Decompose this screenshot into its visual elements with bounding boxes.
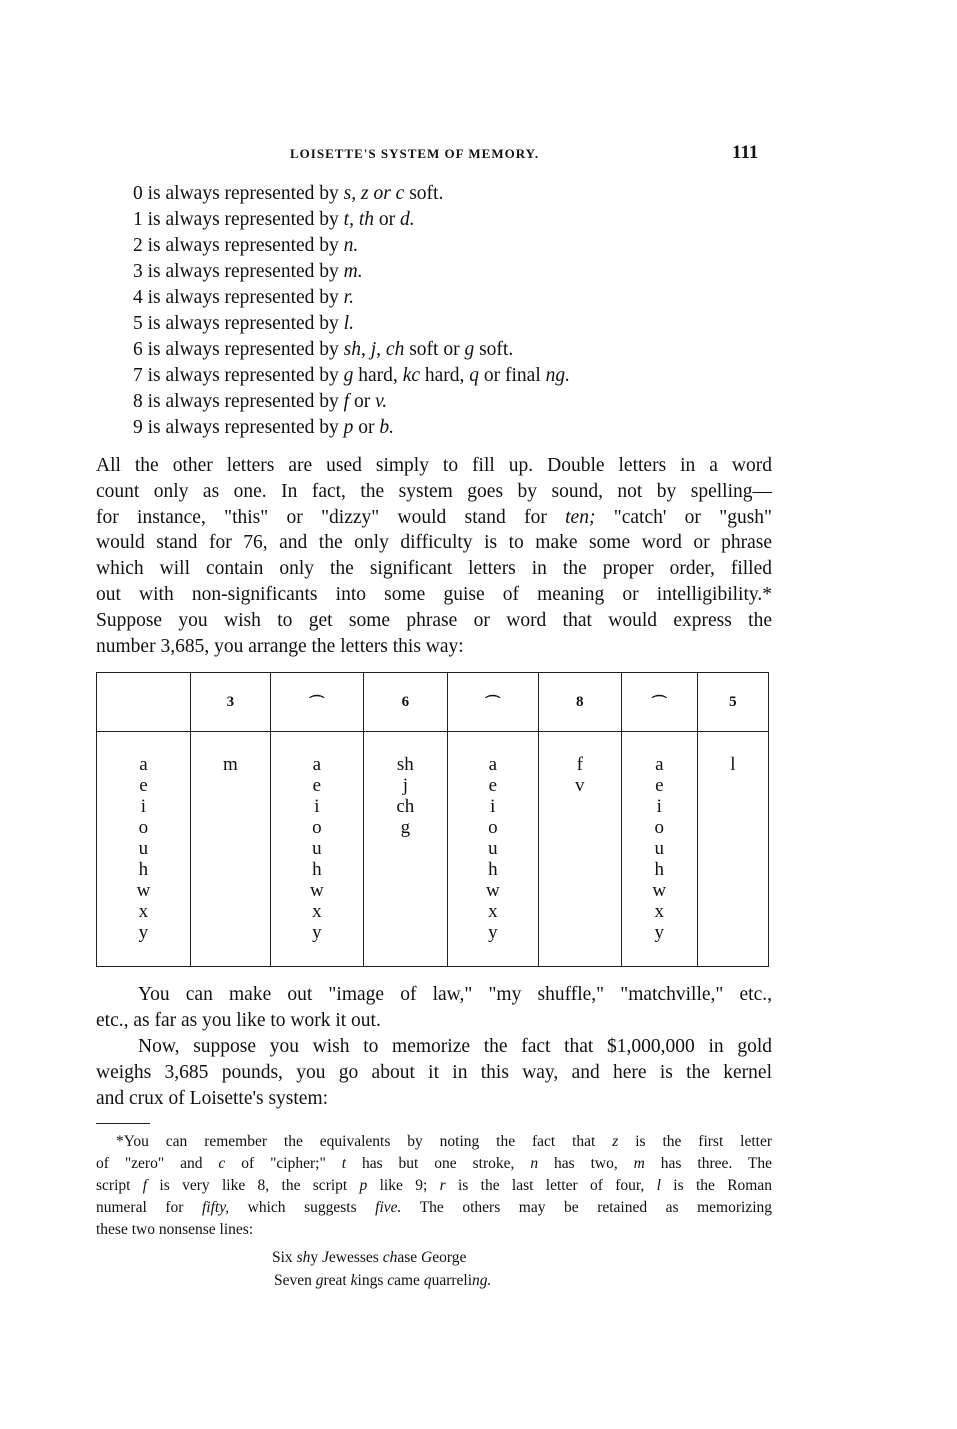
letter: g	[400, 817, 411, 838]
letter: h	[654, 859, 665, 880]
text-run: weighs 3,685 pounds, you go about it in this way, and here is the kernel	[96, 1061, 772, 1083]
text-run: "catch' or "gush"	[595, 506, 772, 528]
letter: o	[488, 817, 498, 838]
text-run: script	[96, 1177, 143, 1194]
text-line	[133, 339, 513, 365]
text-run: n.	[343, 235, 359, 256]
text-run: which suggests	[229, 1199, 376, 1216]
column-header: ⌒	[621, 673, 697, 732]
letter: x	[138, 901, 149, 922]
text-line	[96, 1036, 772, 1058]
letter-table	[96, 672, 769, 967]
text-run: fifty,	[201, 1199, 230, 1216]
table-cell	[190, 732, 270, 967]
text-run: ame	[394, 1272, 424, 1289]
letter: y	[138, 922, 149, 943]
text-run: 4 is always represented by	[133, 287, 344, 308]
text-line	[133, 209, 415, 235]
text-run: l.	[343, 313, 354, 334]
text-run: 8 is always represented by	[133, 391, 344, 412]
text-run: which will contain only the significant letters in the proper order, filled	[96, 558, 772, 580]
text-run: k	[350, 1272, 358, 1289]
letter: j	[402, 775, 408, 796]
letter: e	[139, 775, 148, 796]
text-run: is the first letter	[618, 1133, 772, 1150]
letter: w	[136, 880, 151, 901]
letter: o	[654, 817, 665, 838]
page-number: 111	[732, 142, 759, 163]
letter: w	[485, 880, 500, 901]
table-cell	[363, 732, 447, 967]
text-run: of "cipher;"	[225, 1155, 342, 1172]
text-line	[96, 507, 772, 529]
text-run: s, z or c	[343, 183, 405, 204]
text-run: has but one stroke,	[346, 1155, 531, 1172]
text-line	[96, 1133, 772, 1151]
letter: y	[488, 922, 498, 943]
text-run: *You can remember the equivalents by noting the fact that	[116, 1133, 613, 1150]
text-run: count only as one. In fact, the system goes by sound, not by spelling—	[96, 480, 772, 502]
table-row	[97, 732, 769, 967]
text-line	[133, 261, 363, 287]
text-run: Seven	[274, 1272, 316, 1289]
text-run: ase	[397, 1249, 421, 1266]
text-line	[96, 558, 772, 580]
text-run: b.	[379, 417, 395, 438]
footnote-divider	[96, 1123, 150, 1124]
text-run: number 3,685, you arrange the letters this way:	[96, 635, 464, 657]
letter: o	[312, 817, 322, 838]
text-run: soft.	[404, 183, 444, 204]
text-run: c	[387, 1272, 395, 1289]
text-run: ng.	[545, 365, 571, 386]
text-line	[133, 183, 443, 209]
text-run: r	[439, 1177, 446, 1194]
text-run: these two nonsense lines:	[96, 1221, 254, 1238]
text-line	[96, 1221, 772, 1239]
letter: e	[655, 775, 664, 796]
text-run: ings	[357, 1272, 388, 1289]
text-run: g	[464, 339, 475, 360]
text-run: 6 is always represented by	[133, 339, 344, 360]
text-run: hard,	[420, 365, 470, 386]
text-run: or	[353, 417, 380, 438]
text-run: and crux of Loisette's system:	[96, 1087, 329, 1109]
text-run: ch	[382, 1249, 398, 1266]
letter: i	[140, 796, 147, 817]
text-run: f	[142, 1177, 148, 1194]
running-title: LOISETTE'S SYSTEM OF MEMORY.	[290, 146, 540, 161]
text-line	[274, 1272, 491, 1290]
text-run: d.	[400, 209, 415, 230]
letter: l	[730, 754, 736, 775]
letter: m	[223, 754, 238, 775]
text-run: q	[423, 1272, 432, 1289]
text-line	[96, 532, 772, 554]
text-run: ewesses	[328, 1249, 383, 1266]
text-line	[96, 1010, 772, 1032]
letter: y	[312, 922, 322, 943]
column-header: ⌒	[270, 673, 363, 732]
text-run: Six	[272, 1249, 297, 1266]
text-run: out with non-significants into some guise of meaning or intelligibility.*	[96, 584, 772, 605]
text-run: c	[218, 1155, 226, 1172]
text-run: l	[656, 1177, 661, 1194]
text-run: 2 is always represented by	[133, 235, 344, 256]
text-run: 0 is always represented by	[133, 183, 344, 204]
table-cell	[97, 732, 191, 967]
text-run: five.	[375, 1199, 402, 1216]
table-cell	[621, 732, 697, 967]
text-run: soft.	[474, 339, 514, 360]
text-run: Now, suppose you wish to memorize the fact that $1,000,000 in gold	[138, 1036, 772, 1057]
column-header	[97, 673, 191, 732]
text-run: eorge	[432, 1249, 467, 1266]
column-header: 6	[363, 673, 447, 732]
text-run: 3 is always represented by	[133, 261, 344, 282]
text-run: J	[321, 1249, 329, 1266]
letter: u	[488, 838, 498, 859]
text-line	[133, 391, 387, 417]
table-cell	[270, 732, 363, 967]
text-run: for instance, "this" or "dizzy" would stand for	[96, 506, 566, 528]
letter: i	[656, 796, 662, 817]
text-run: t	[341, 1155, 347, 1172]
text-run: of "zero" and	[96, 1155, 219, 1172]
text-run: sh	[296, 1249, 311, 1266]
letter: w	[310, 880, 324, 901]
letter: f	[576, 754, 583, 775]
table-cell	[697, 732, 768, 967]
letter: u	[312, 838, 322, 859]
text-run: would stand for 76, and the only difficulty is to make some word or phrase	[96, 532, 772, 554]
text-run: numeral for	[96, 1199, 202, 1216]
text-run: Suppose you wish to get some phrase or word that would express the	[96, 609, 772, 631]
text-line	[96, 1088, 772, 1110]
text-line	[133, 417, 394, 443]
text-run: has three. The	[644, 1155, 772, 1172]
text-run: kc	[402, 365, 420, 386]
text-run: All the other letters are used simply to fill up. Double letters in a word	[96, 455, 772, 476]
letter: i	[490, 796, 496, 817]
text-line	[96, 636, 772, 658]
text-run: G	[421, 1249, 433, 1266]
letter: sh	[396, 754, 414, 775]
text-run: hard,	[353, 365, 403, 386]
letter: e	[488, 775, 498, 796]
letter: x	[654, 901, 665, 922]
letter: ch	[396, 796, 415, 817]
text-run: or	[349, 391, 376, 412]
letter: a	[488, 754, 498, 775]
letter: h	[312, 859, 322, 880]
text-run: g	[315, 1272, 324, 1289]
text-line	[133, 313, 354, 339]
letter: h	[488, 859, 498, 880]
text-run: p	[343, 417, 354, 438]
text-run: soft or	[404, 339, 465, 360]
letter: i	[314, 796, 320, 817]
letter: v	[574, 775, 585, 796]
text-run: or	[374, 209, 400, 230]
text-run: q	[469, 365, 480, 386]
text-line	[133, 235, 358, 261]
letter: a	[312, 754, 322, 775]
column-header: 5	[697, 673, 768, 732]
text-run: like 9;	[367, 1177, 440, 1194]
column-header: 8	[538, 673, 621, 732]
text-line	[96, 455, 772, 477]
letter: e	[312, 775, 322, 796]
letter: a	[655, 754, 664, 775]
letter: w	[652, 880, 667, 901]
text-run: uarreli	[431, 1272, 473, 1289]
text-run: g	[343, 365, 354, 386]
text-run: r.	[343, 287, 354, 308]
text-run: is the Roman	[660, 1177, 772, 1194]
letter: u	[654, 838, 665, 859]
letter: x	[488, 901, 498, 922]
text-line	[96, 610, 772, 632]
letter: u	[138, 838, 149, 859]
text-line	[133, 365, 570, 391]
text-line	[96, 481, 772, 503]
letter: x	[312, 901, 322, 922]
text-run: f	[343, 391, 350, 412]
table-header-row	[97, 673, 769, 732]
text-run: p	[359, 1177, 368, 1194]
text-run: 1 is always represented by	[133, 209, 344, 230]
text-run: is very like 8, the script	[147, 1177, 360, 1194]
text-run: has two,	[538, 1155, 634, 1172]
letter: y	[654, 922, 665, 943]
text-run: sh, j, ch	[343, 339, 405, 360]
text-run: m	[633, 1155, 645, 1172]
text-line	[96, 584, 772, 606]
letter: o	[138, 817, 149, 838]
text-run: reat	[323, 1272, 351, 1289]
text-run: y	[310, 1249, 322, 1266]
letter: h	[138, 859, 149, 880]
text-run: You can make out "image of law," "my shuffle," "matchville," etc.,	[138, 984, 772, 1005]
column-header: 3	[190, 673, 270, 732]
text-run: t, th	[343, 209, 374, 230]
text-run: z	[612, 1133, 619, 1150]
text-line	[96, 1199, 772, 1217]
text-run: or final	[479, 365, 546, 386]
text-run: ng.	[472, 1272, 492, 1289]
text-line	[96, 1155, 772, 1173]
text-line	[272, 1249, 466, 1267]
table-cell	[447, 732, 538, 967]
text-run: ten;	[565, 506, 596, 528]
text-run: m.	[343, 261, 363, 282]
text-line	[96, 1177, 772, 1195]
text-run: is the last letter of four,	[445, 1177, 657, 1194]
table-cell	[538, 732, 621, 967]
text-run: n	[530, 1155, 539, 1172]
text-line	[133, 287, 354, 313]
text-run: 9 is always represented by	[133, 417, 344, 438]
text-line	[96, 984, 772, 1006]
text-run: v.	[375, 391, 388, 412]
text-run: The others may be retained as memorizing	[401, 1199, 773, 1216]
letter: a	[139, 754, 148, 775]
text-run: etc., as far as you like to work it out.	[96, 1009, 381, 1031]
column-header: ⌒	[447, 673, 538, 732]
text-line	[96, 1062, 772, 1084]
text-run: 5 is always represented by	[133, 313, 344, 334]
text-run: 7 is always represented by	[133, 365, 344, 386]
